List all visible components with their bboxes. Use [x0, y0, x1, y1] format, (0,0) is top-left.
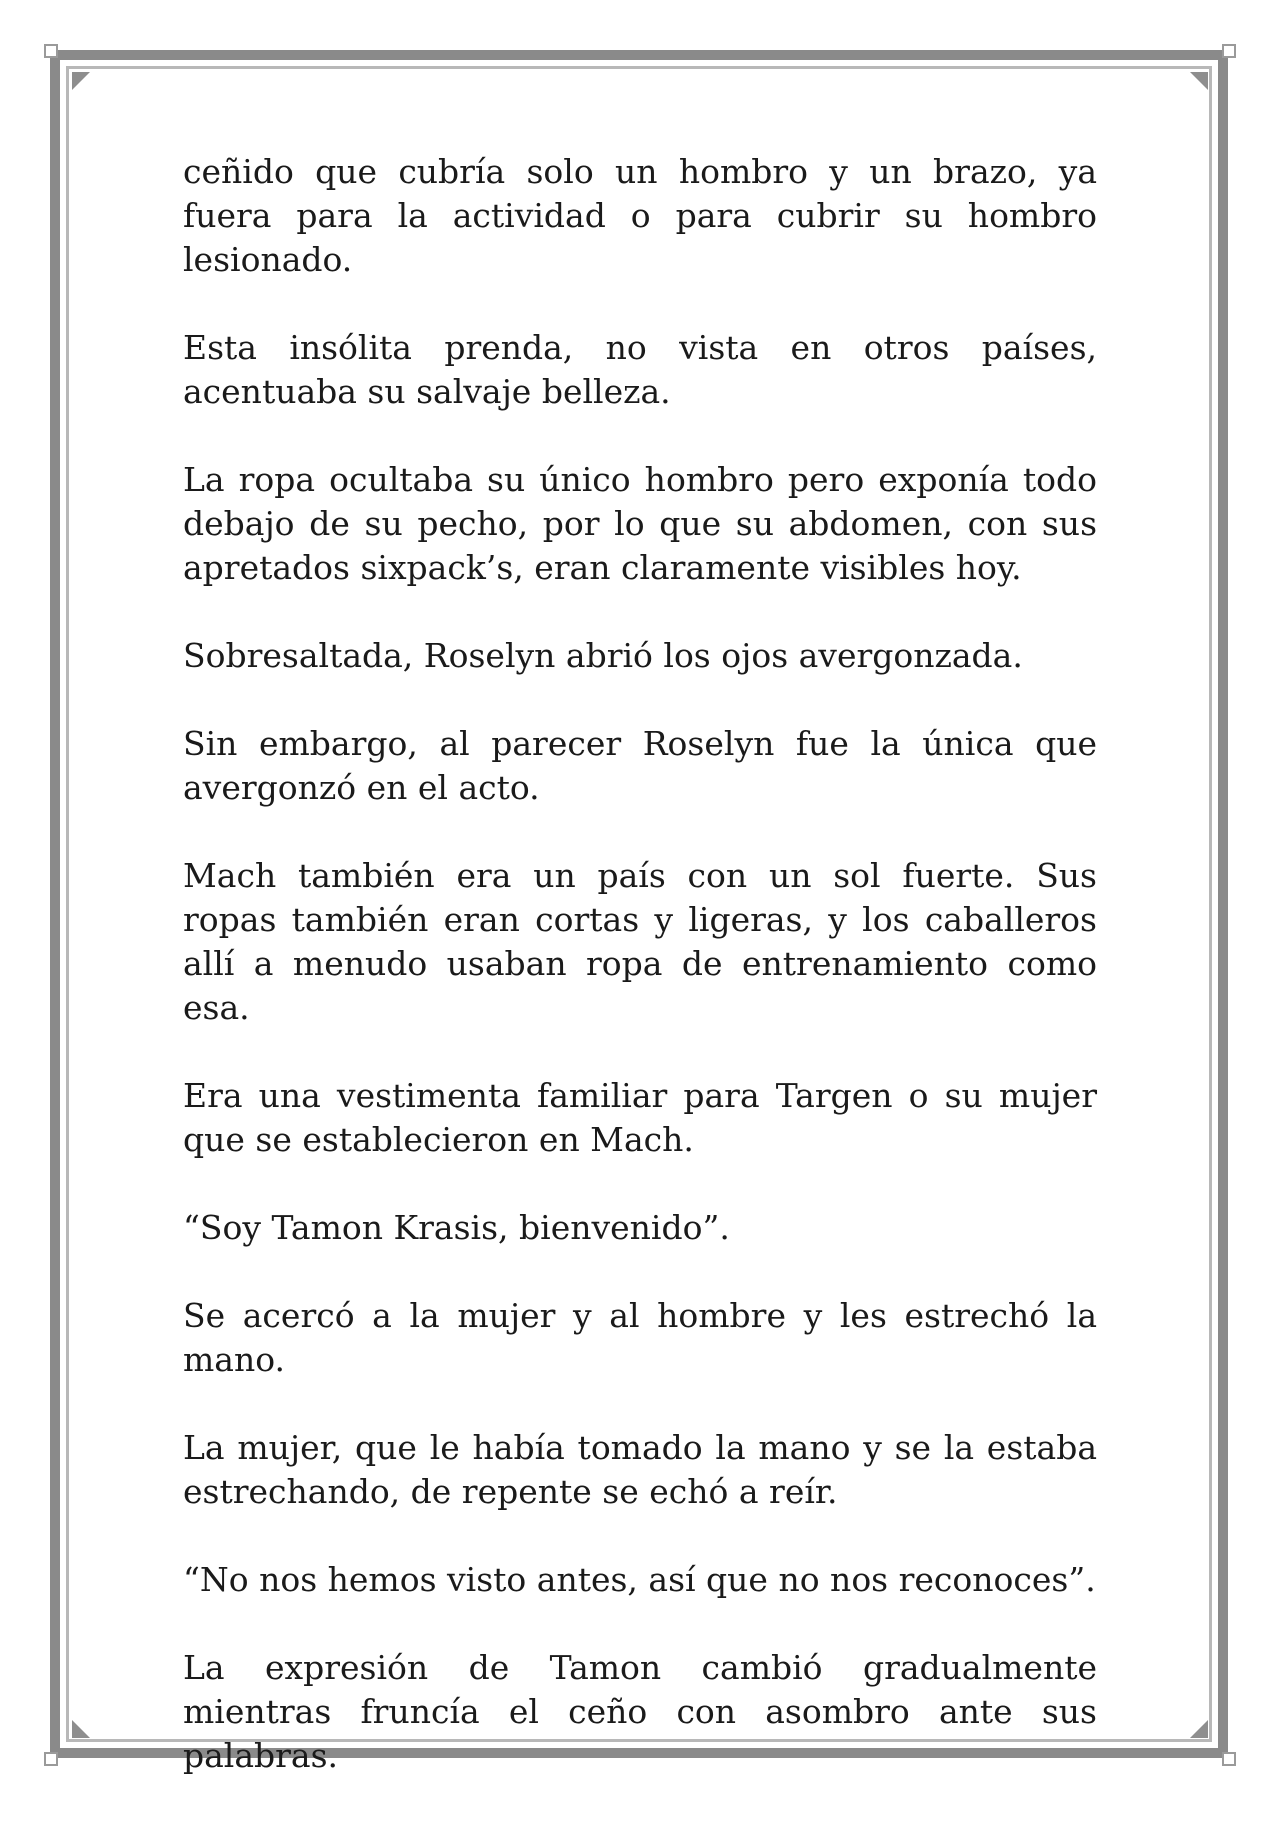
paragraph: La expresión de Tamon cambió gradualmente mientras fruncía el ceño con asombro ante sus palabras. [183, 1648, 1097, 1775]
paragraph: La ropa ocultaba su único hombro pero exponía todo debajo de su pecho, por lo que su abdomen, con sus apretados sixpack’s, eran claramente visibles hoy. [183, 460, 1097, 587]
corner-ornament-bottom-right [1222, 1752, 1236, 1766]
corner-ornament-top-right [1222, 44, 1236, 58]
paragraph: Se acercó a la mujer y al hombre y les estrechó la mano. [183, 1296, 1097, 1379]
paragraph: ceñido que cubría solo un hombro y un brazo, ya fuera para la actividad o para cubrir su hombro lesionado. [183, 152, 1097, 279]
corner-triangle-bottom-left [72, 1720, 90, 1738]
paragraph: La mujer, que le había tomado la mano y se la estaba estrechando, de repente se echó a reír. [183, 1428, 1097, 1511]
paragraph: Sobresaltada, Roselyn abrió los ojos avergonzada. [183, 636, 1023, 675]
corner-triangle-top-left [72, 72, 90, 90]
corner-triangle-bottom-right [1190, 1720, 1208, 1738]
corner-ornament-bottom-left [44, 1752, 58, 1766]
corner-triangle-top-right [1190, 72, 1208, 90]
paragraph: Sin embargo, al parecer Roselyn fue la única que avergonzó en el acto. [183, 724, 1097, 807]
corner-ornament-top-left [44, 44, 58, 58]
page-text [183, 150, 1097, 1822]
paragraph: Era una vestimenta familiar para Targen o su mujer que se establecieron en Mach. [183, 1076, 1097, 1159]
paragraph: “Soy Tamon Krasis, bienvenido”. [183, 1208, 730, 1247]
paragraph: Esta insólita prenda, no vista en otros países, acentuaba su salvaje belleza. [183, 328, 1097, 411]
paragraph: Mach también era un país con un sol fuerte. Sus ropas también eran cortas y ligeras, y los caballeros allí a menudo usaban ropa de entrenamiento como esa. [183, 856, 1097, 1027]
paragraph: “No nos hemos visto antes, así que no nos reconoces”. [183, 1560, 1096, 1599]
